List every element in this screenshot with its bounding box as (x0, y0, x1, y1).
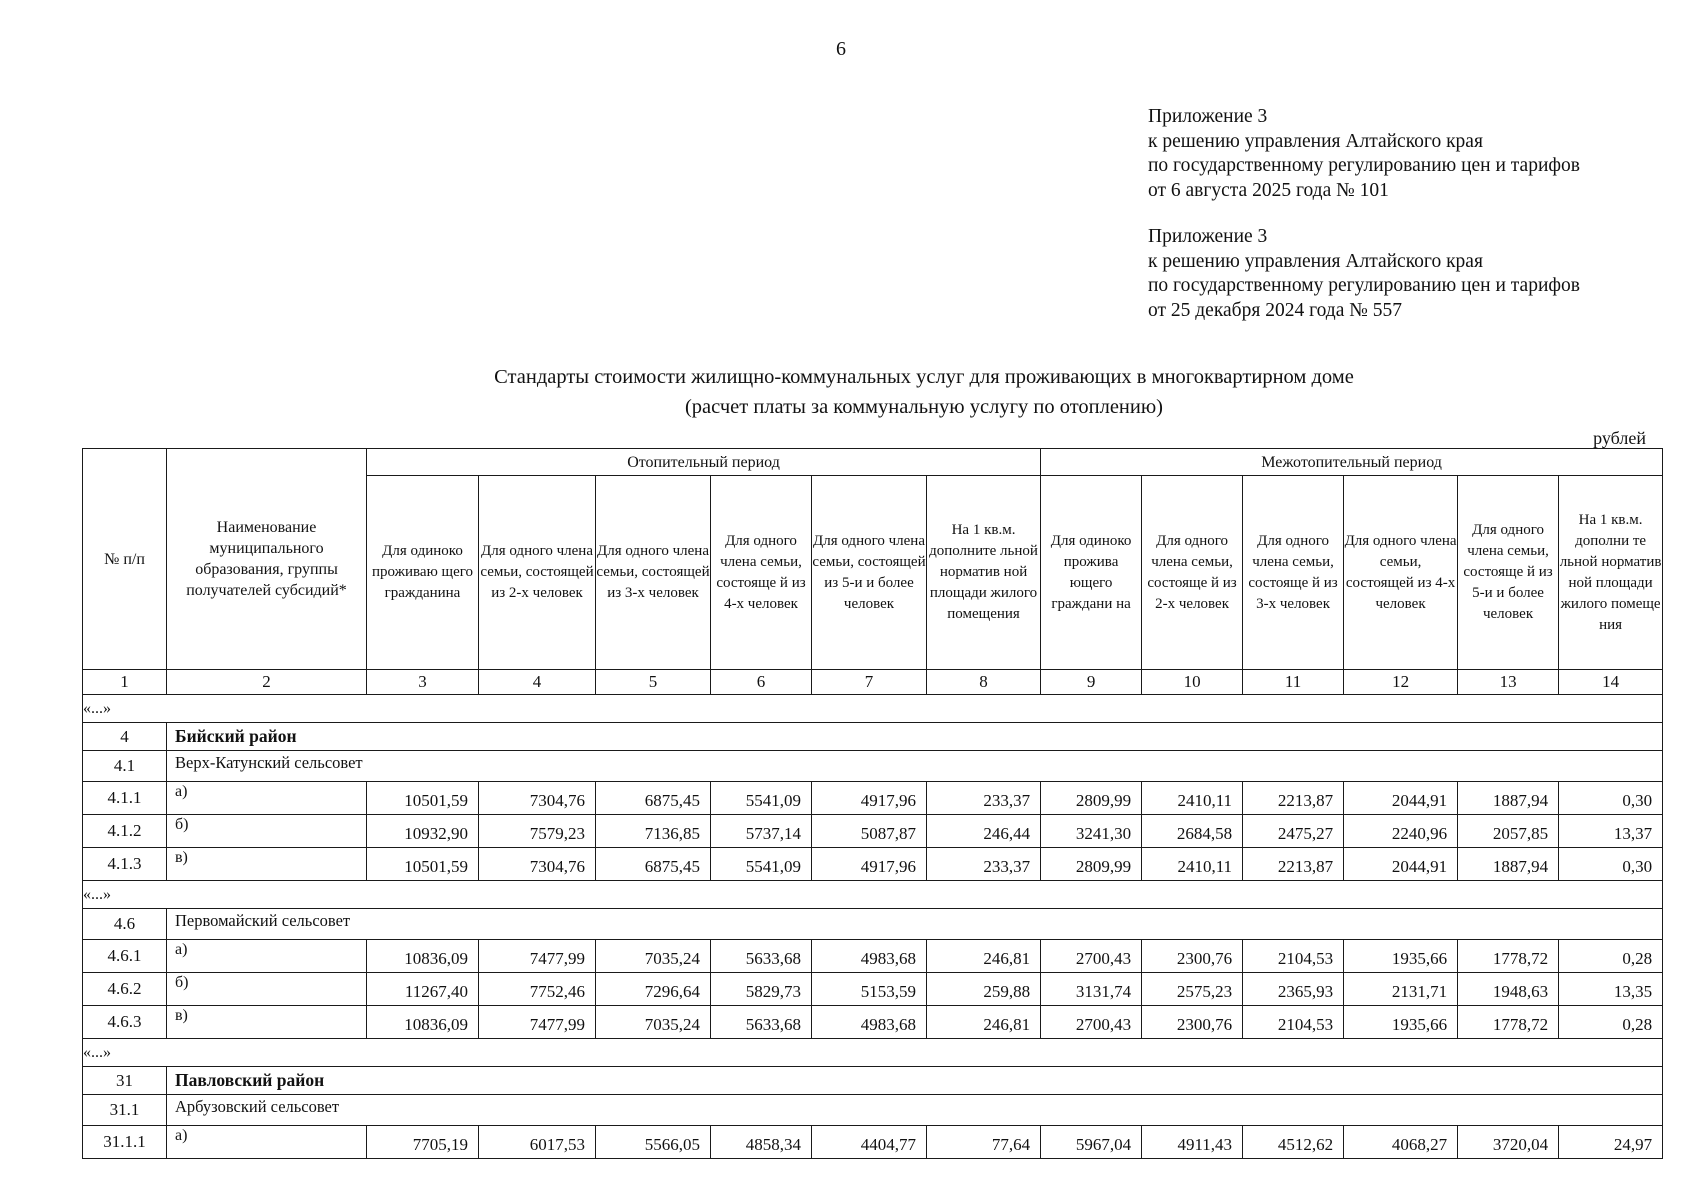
column-number: 1 (83, 670, 167, 695)
column-number: 10 (1142, 670, 1243, 695)
row-code: 4.1.2 (83, 815, 167, 848)
column-number: 14 (1559, 670, 1663, 695)
row-value: 10501,59 (367, 782, 479, 815)
table-body (83, 670, 1663, 1159)
row-value: 2410,11 (1142, 848, 1243, 881)
row-value: 246,44 (927, 815, 1041, 848)
row-value: 7477,99 (479, 940, 596, 973)
row-value: 2044,91 (1344, 848, 1458, 881)
row-value: 2700,43 (1041, 940, 1142, 973)
header-heating-col: Для одного члена семьи, состоящей из 3-х человек (596, 476, 711, 670)
row-value: 7579,23 (479, 815, 596, 848)
column-number: 9 (1041, 670, 1142, 695)
column-number: 7 (812, 670, 927, 695)
district-name: Павловский район (167, 1067, 1663, 1095)
row-value: 2300,76 (1142, 940, 1243, 973)
column-number: 12 (1344, 670, 1458, 695)
row-value: 7136,85 (596, 815, 711, 848)
column-number: 11 (1243, 670, 1344, 695)
district-name: Бийский район (167, 723, 1663, 751)
row-value: 4983,68 (812, 1006, 927, 1039)
row-value: 6875,45 (596, 848, 711, 881)
column-number: 3 (367, 670, 479, 695)
row-value: 2104,53 (1243, 1006, 1344, 1039)
row-value: 233,37 (927, 782, 1041, 815)
header-heating-period: Отопительный период (367, 449, 1041, 476)
row-value: 5633,68 (711, 1006, 812, 1039)
header-off-heating-col: На 1 кв.м. дополни те льной норматив ной площади жилого помеще ния (1559, 476, 1663, 670)
district-code: 31 (83, 1067, 167, 1095)
row-code: 31.1.1 (83, 1126, 167, 1159)
row-value: 10932,90 (367, 815, 479, 848)
row-value: 5737,14 (711, 815, 812, 848)
table-row (83, 1006, 1663, 1039)
row-group: в) (167, 1006, 367, 1039)
row-value: 7752,46 (479, 973, 596, 1006)
row-value: 3720,04 (1458, 1126, 1559, 1159)
tariff-table (82, 448, 1663, 1159)
row-value: 2410,11 (1142, 782, 1243, 815)
row-value: 0,30 (1559, 848, 1663, 881)
title-line-2: (расчет платы за коммунальную услугу по отоплению) (684, 396, 1164, 418)
table-row (83, 1126, 1663, 1159)
header-off-heating-period: Межотопительный период (1041, 449, 1663, 476)
header-off-heating-col: Для одного члена семьи, состояще й из 2-х человек (1142, 476, 1243, 670)
row-value: 77,64 (927, 1126, 1041, 1159)
annex-previous-line: Приложение 3 (1148, 226, 1268, 247)
row-value: 5967,04 (1041, 1126, 1142, 1159)
row-value: 4068,27 (1344, 1126, 1458, 1159)
row-value: 1935,66 (1344, 940, 1458, 973)
header-off-heating-col: Для одиноко прожива ющего граждани на (1041, 476, 1142, 670)
row-code: 4.1.1 (83, 782, 167, 815)
settlement-code: 31.1 (83, 1095, 167, 1126)
table-row (83, 815, 1663, 848)
row-value: 4983,68 (812, 940, 927, 973)
header-heating-col: Для одного члена семьи, состояще й из 4-х человек (711, 476, 812, 670)
row-value: 13,37 (1559, 815, 1663, 848)
annex-previous-line: к решению управления Алтайского края (1148, 250, 1483, 272)
row-code: 4.6.2 (83, 973, 167, 1006)
annex-current-line: от 6 августа 2025 года № 101 (1148, 179, 1389, 201)
row-value: 0,30 (1559, 782, 1663, 815)
row-value: 2300,76 (1142, 1006, 1243, 1039)
row-value: 1778,72 (1458, 1006, 1559, 1039)
settlement-name: Арбузовский сельсовет (167, 1095, 1663, 1126)
row-group: б) (167, 815, 367, 848)
row-group: а) (167, 940, 367, 973)
row-value: 3131,74 (1041, 973, 1142, 1006)
settlement-code: 4.6 (83, 909, 167, 940)
row-value: 1935,66 (1344, 1006, 1458, 1039)
district-code: 4 (83, 723, 167, 751)
row-value: 233,37 (927, 848, 1041, 881)
column-number: 4 (479, 670, 596, 695)
row-value: 2044,91 (1344, 782, 1458, 815)
settlement-code: 4.1 (83, 751, 167, 782)
row-value: 7304,76 (479, 848, 596, 881)
row-value: 24,97 (1559, 1126, 1663, 1159)
row-value: 1887,94 (1458, 848, 1559, 881)
document-title (0, 362, 1696, 422)
annex-current (1148, 105, 1580, 203)
row-value: 5153,59 (812, 973, 927, 1006)
column-number: 13 (1458, 670, 1559, 695)
row-value: 2575,23 (1142, 973, 1243, 1006)
column-number-row (83, 670, 1663, 695)
row-value: 246,81 (927, 1006, 1041, 1039)
table-row (83, 940, 1663, 973)
row-value: 10836,09 (367, 1006, 479, 1039)
header-off-heating-col: Для одного члена семьи, состояще й из 5-и и более человек (1458, 476, 1559, 670)
annex-previous-line: от 25 декабря 2024 года № 557 (1148, 299, 1402, 321)
row-value: 6017,53 (479, 1126, 596, 1159)
header-off-heating-col: Для одного члена семьи, состояще й из 3-х человек (1243, 476, 1344, 670)
ellipsis-row (83, 881, 1663, 909)
row-code: 4.6.1 (83, 940, 167, 973)
settlement-row (83, 1095, 1663, 1126)
row-value: 5829,73 (711, 973, 812, 1006)
row-value: 5541,09 (711, 848, 812, 881)
row-value: 2684,58 (1142, 815, 1243, 848)
row-group: б) (167, 973, 367, 1006)
header-number: № п/п (83, 449, 167, 670)
column-number: 2 (167, 670, 367, 695)
annex-current-line: Приложение 3 (1148, 106, 1268, 127)
settlement-name: Верх-Катунский сельсовет (167, 751, 1663, 782)
row-value: 4917,96 (812, 848, 927, 881)
annex-previous (1148, 225, 1580, 323)
title-line-1: Стандарты стоимости жилищно-коммунальных услуг для проживающих в многоквартирном доме (494, 366, 1354, 388)
row-value: 2700,43 (1041, 1006, 1142, 1039)
row-value: 1887,94 (1458, 782, 1559, 815)
column-number: 6 (711, 670, 812, 695)
row-value: 2104,53 (1243, 940, 1344, 973)
ellipsis-row (83, 1039, 1663, 1067)
ellipsis-cell: «...» (83, 695, 1663, 723)
row-value: 4858,34 (711, 1126, 812, 1159)
annex-previous-line: по государственному регулированию цен и тарифов (1148, 275, 1580, 296)
header-heating-col: Для одного члена семьи, состоящей из 5-и и более человек (812, 476, 927, 670)
row-value: 259,88 (927, 973, 1041, 1006)
row-value: 10501,59 (367, 848, 479, 881)
row-value: 2131,71 (1344, 973, 1458, 1006)
row-value: 11267,40 (367, 973, 479, 1006)
row-value: 7296,64 (596, 973, 711, 1006)
row-value: 7304,76 (479, 782, 596, 815)
row-value: 2213,87 (1243, 782, 1344, 815)
row-value: 1778,72 (1458, 940, 1559, 973)
row-value: 2365,93 (1243, 973, 1344, 1006)
table-header (83, 449, 1663, 670)
row-value: 5087,87 (812, 815, 927, 848)
table-row (83, 973, 1663, 1006)
row-code: 4.1.3 (83, 848, 167, 881)
row-value: 2809,99 (1041, 848, 1142, 881)
row-code: 4.6.3 (83, 1006, 167, 1039)
row-value: 7035,24 (596, 940, 711, 973)
row-value: 4404,77 (812, 1126, 927, 1159)
row-value: 10836,09 (367, 940, 479, 973)
header-off-heating-col: Для одного члена семьи, состоящей из 4-х человек (1344, 476, 1458, 670)
row-value: 0,28 (1559, 1006, 1663, 1039)
district-row (83, 723, 1663, 751)
row-value: 13,35 (1559, 973, 1663, 1006)
annex-current-line: по государственному регулированию цен и тарифов (1148, 155, 1580, 176)
row-value: 6875,45 (596, 782, 711, 815)
row-group: а) (167, 782, 367, 815)
row-value: 7035,24 (596, 1006, 711, 1039)
header-name: Наименование муниципального образования, группы получателей субсидий* (167, 449, 367, 670)
ellipsis-cell: «...» (83, 881, 1663, 909)
row-value: 2475,27 (1243, 815, 1344, 848)
row-value: 2809,99 (1041, 782, 1142, 815)
row-value: 5541,09 (711, 782, 812, 815)
row-value: 2057,85 (1458, 815, 1559, 848)
row-value: 3241,30 (1041, 815, 1142, 848)
row-group: в) (167, 848, 367, 881)
page-number: 6 (836, 38, 846, 60)
currency-unit: рублей (1593, 428, 1646, 448)
district-row (83, 1067, 1663, 1095)
header-heating-col: Для одного члена семьи, состоящей из 2-х человек (479, 476, 596, 670)
ellipsis-cell: «...» (83, 1039, 1663, 1067)
header-heating-col: На 1 кв.м. дополните льной норматив ной площади жилого помещения (927, 476, 1041, 670)
row-value: 4911,43 (1142, 1126, 1243, 1159)
row-value: 2240,96 (1344, 815, 1458, 848)
row-value: 0,28 (1559, 940, 1663, 973)
annex-current-line: к решению управления Алтайского края (1148, 130, 1483, 152)
row-value: 4512,62 (1243, 1126, 1344, 1159)
ellipsis-row (83, 695, 1663, 723)
settlement-row (83, 751, 1663, 782)
settlement-row (83, 909, 1663, 940)
row-value: 7705,19 (367, 1126, 479, 1159)
table-row (83, 782, 1663, 815)
table-row (83, 848, 1663, 881)
row-value: 246,81 (927, 940, 1041, 973)
row-value: 7477,99 (479, 1006, 596, 1039)
settlement-name: Первомайский сельсовет (167, 909, 1663, 940)
header-heating-col: Для одиноко проживаю щего гражданина (367, 476, 479, 670)
row-value: 2213,87 (1243, 848, 1344, 881)
row-value: 1948,63 (1458, 973, 1559, 1006)
row-value: 4917,96 (812, 782, 927, 815)
row-value: 5566,05 (596, 1126, 711, 1159)
row-value: 5633,68 (711, 940, 812, 973)
column-number: 8 (927, 670, 1041, 695)
row-group: а) (167, 1126, 367, 1159)
column-number: 5 (596, 670, 711, 695)
